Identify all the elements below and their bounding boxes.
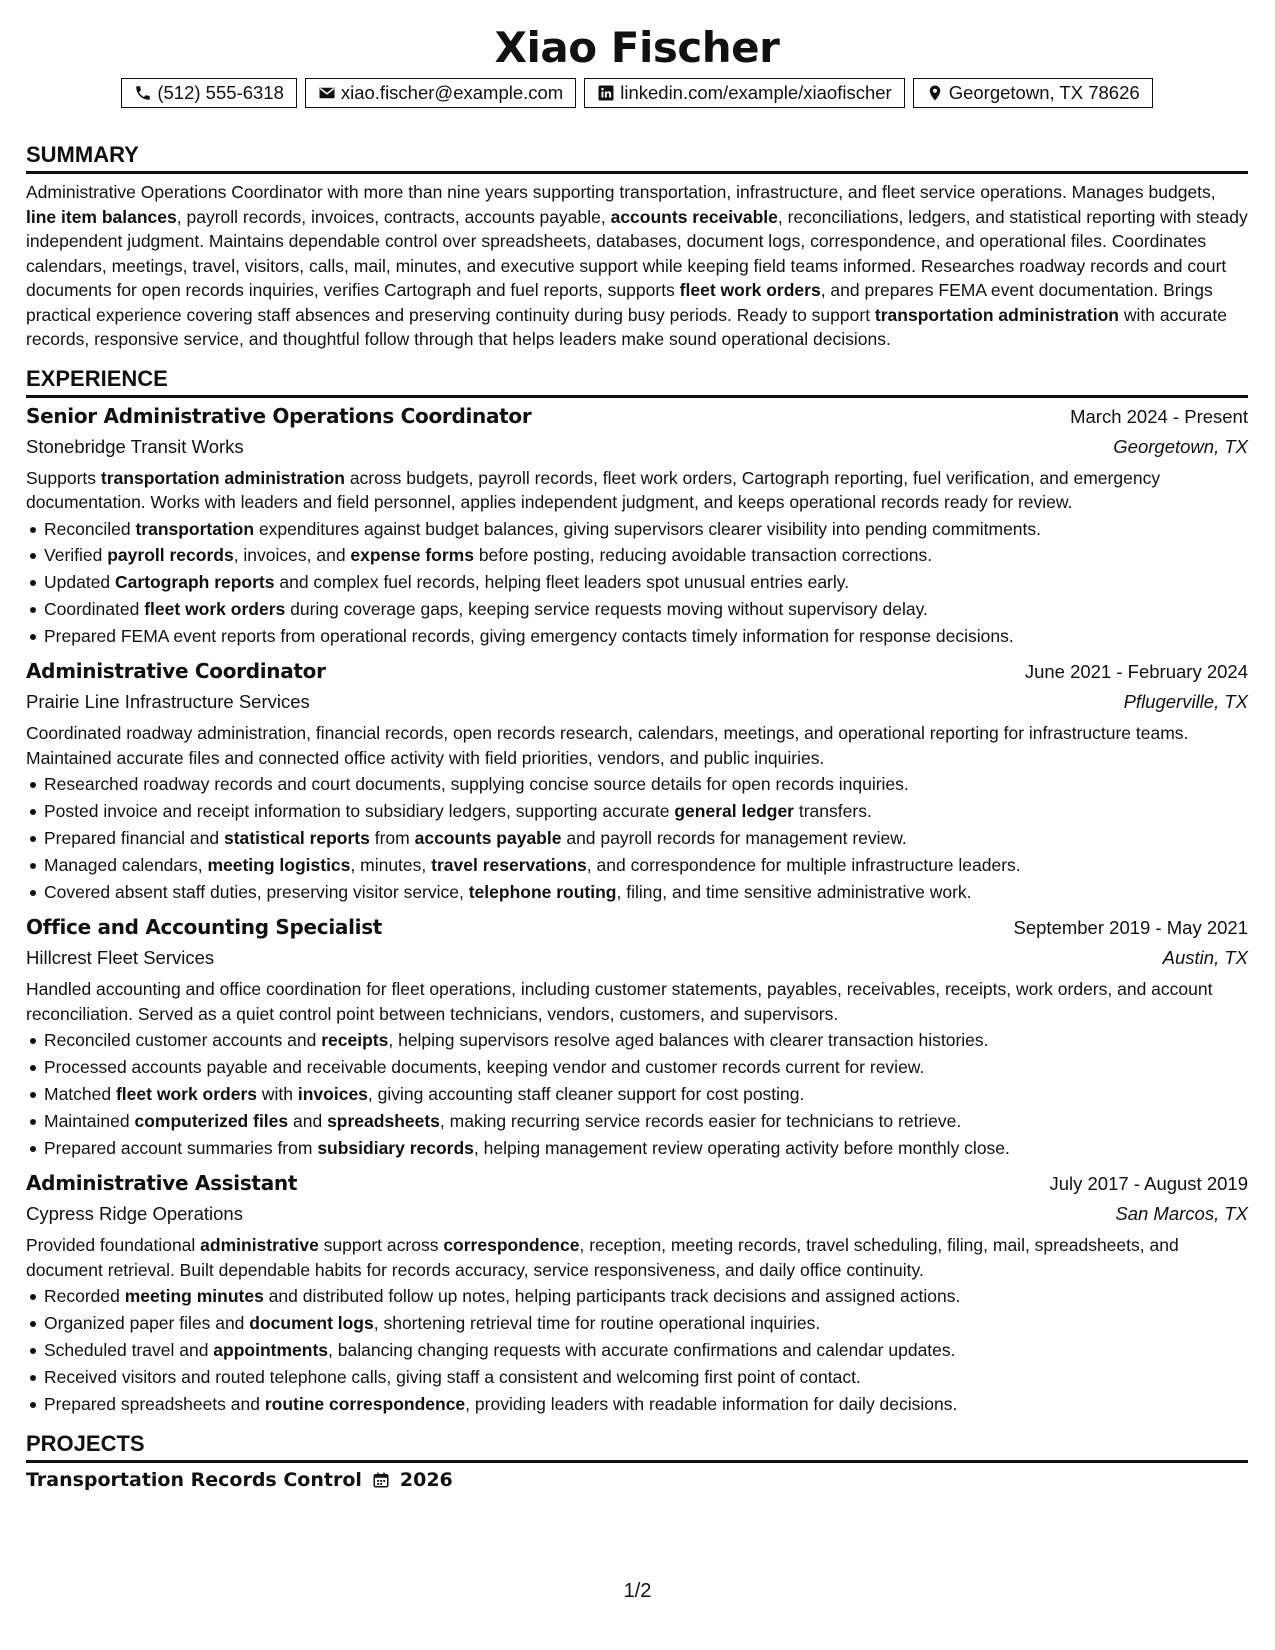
bullet-item: Matched fleet work orders with invoices, giving accounting staff cleaner support for cost posting.	[26, 1081, 1248, 1108]
map-pin-icon	[926, 84, 944, 102]
bullet-item: Covered absent staff duties, preserving visitor service, telephone routing, filing, and time sensitive administrative work.	[26, 879, 1248, 906]
bullet-item: Posted invoice and receipt information to subsidiary ledgers, supporting accurate general ledger transfers.	[26, 798, 1248, 825]
contact-linkedin[interactable]	[584, 78, 904, 108]
bullet-item: Verified payroll records, invoices, and expense forms before posting, reducing avoidable transaction corrections.	[26, 542, 1248, 569]
job-title: Administrative Coordinator	[26, 659, 326, 684]
bullet-item: Researched roadway records and court documents, supplying concise source details for open records inquiries.	[26, 771, 1248, 798]
page-number: 1/2	[623, 1580, 652, 1602]
bullet-item: Prepared financial and statistical reports from accounts payable and payroll records for management review.	[26, 825, 1248, 852]
bullet-item: Recorded meeting minutes and distributed follow up notes, helping participants track decisions and assigned actions.	[26, 1283, 1248, 1310]
experience-heading: EXPERIENCE	[26, 366, 1248, 398]
job-date: June 2021 - February 2024	[1024, 661, 1248, 683]
contact-email[interactable]	[305, 78, 576, 108]
bullet-item: Reconciled transportation expenditures against budget balances, giving supervisors clearer visibility into pending commitments.	[26, 516, 1248, 543]
job-bullets	[26, 771, 1248, 905]
bullet-item: Prepared spreadsheets and routine correspondence, providing leaders with readable information for daily decisions.	[26, 1391, 1248, 1418]
job-bullets	[26, 516, 1248, 650]
bullet-item: Maintained computerized files and spreadsheets, making recurring service records easier for technicians to retrieve.	[26, 1108, 1248, 1135]
job-location: Austin, TX	[1162, 947, 1248, 969]
bullet-item: Processed accounts payable and receivable documents, keeping vendor and customer records current for review.	[26, 1054, 1248, 1081]
bullet-item: Updated Cartograph reports and complex fuel records, helping fleet leaders spot unusual entries early.	[26, 569, 1248, 596]
experience-list	[26, 404, 1248, 1418]
job-description: Supports transportation administration across budgets, payroll records, fleet work orders, Cartograph reporting, fuel verification, and emergency documentation. Works with leaders and field personnel, applies independent judgment, and keeps operational records ready for review.	[26, 467, 1161, 512]
job-entry	[26, 659, 1248, 905]
bullet-item: Prepared FEMA event reports from operational records, giving emergency contacts timely information for response decisions.	[26, 623, 1248, 650]
job-date: March 2024 - Present	[1070, 405, 1248, 427]
job-entry	[26, 1171, 1248, 1417]
job-description: Coordinated roadway administration, financial records, open records research, calendars, meetings, and operational reporting for infrastructure teams. Maintained accurate files and connected office activity with field priorities, vendors, and public inquiries.	[26, 723, 1189, 768]
project-entry	[26, 1469, 1248, 1491]
bullet-item: Coordinated fleet work orders during coverage gaps, keeping service requests moving without supervisory delay.	[26, 596, 1248, 623]
summary-text: Administrative Operations Coordinator with more than nine years supporting transportation, infrastructure, and fleet service operations. Manages budgets, line item balances, payroll records, invoices, contracts, accounts payable, accounts receivable, reconciliations, ledgers, and statistical reporting with steady independent judgment. Maintains dependable control over spreadsheets, databases, document logs, correspondence, and operational files. Coordinates calendars, meetings, travel, visitors, calls, mail, minutes, and executive support while keeping field teams informed. Researches roadway records and court documents for open records inquiries, verifies Cartograph and fuel reports, supports fleet work orders, and prepares FEMA event documentation. Brings practical experience covering staff absences and preserving continuity during busy periods. Ready to support transportation administration with accurate records, responsive service, and thoughtful follow through that helps leaders make sound operational decisions.	[26, 182, 1248, 349]
project-name: Transportation Records Control	[26, 1469, 362, 1492]
bullet-item: Managed calendars, meeting logistics, minutes, travel reservations, and correspondence for multiple infrastructure leaders.	[26, 852, 1248, 879]
project-year: 2026	[399, 1469, 453, 1492]
job-company: Prairie Line Infrastructure Services	[26, 691, 310, 713]
job-description: Provided foundational administrative support across correspondence, reception, meeting records, travel scheduling, filing, mail, spreadsheets, and document retrieval. Built dependable habits for records accuracy, service responsiveness, and daily office continuity.	[26, 1235, 1179, 1280]
summary-heading: SUMMARY	[26, 142, 1248, 174]
job-title: Office and Accounting Specialist	[26, 915, 383, 940]
bullet-item: Received visitors and routed telephone calls, giving staff a consistent and welcoming first point of contact.	[26, 1364, 1248, 1391]
projects-heading: PROJECTS	[26, 1431, 1248, 1463]
job-company: Hillcrest Fleet Services	[26, 947, 215, 969]
job-entry	[26, 404, 1248, 650]
bullet-item: Scheduled travel and appointments, balancing changing requests with accurate confirmations and calendar updates.	[26, 1337, 1248, 1364]
contact-linkedin-text: linkedin.com/example/xiaofischer	[620, 82, 892, 103]
job-date: September 2019 - May 2021	[1013, 917, 1248, 939]
contact-phone[interactable]	[121, 78, 297, 108]
job-entry	[26, 915, 1248, 1161]
phone-icon	[134, 84, 152, 102]
bullet-item: Prepared account summaries from subsidiary records, helping management review operating activity before monthly close.	[26, 1135, 1248, 1162]
contact-location[interactable]	[913, 78, 1153, 108]
calendar-icon	[372, 1471, 390, 1489]
bullet-item: Reconciled customer accounts and receipts, helping supervisors resolve aged balances with clearer transaction histories.	[26, 1027, 1248, 1054]
job-location: Georgetown, TX	[1113, 435, 1248, 457]
job-company: Cypress Ridge Operations	[26, 1203, 243, 1225]
contact-phone-text: (512) 555-6318	[157, 82, 284, 103]
contact-email-text: xiao.fischer@example.com	[340, 82, 564, 103]
envelope-icon	[318, 84, 336, 102]
bullet-item: Organized paper files and document logs, shortening retrieval time for routine operational inquiries.	[26, 1310, 1248, 1337]
job-location: San Marcos, TX	[1115, 1203, 1248, 1225]
candidate-name: Xiao Fischer	[494, 23, 780, 72]
contact-bar	[26, 78, 1248, 108]
job-company: Stonebridge Transit Works	[26, 435, 244, 457]
job-description: Handled accounting and office coordination for fleet operations, including customer statements, payables, receivables, receipts, work orders, and account reconciliation. Served as a quiet control point between technicians, vendors, customers, and supervisors.	[26, 979, 1213, 1024]
job-bullets	[26, 1027, 1248, 1161]
job-date: July 2017 - August 2019	[1049, 1173, 1248, 1195]
resume-page	[26, 0, 1248, 1491]
job-title: Senior Administrative Operations Coordinator	[26, 403, 532, 428]
job-location: Pflugerville, TX	[1123, 691, 1248, 713]
job-bullets	[26, 1283, 1248, 1417]
linkedin-icon	[597, 84, 615, 102]
job-title: Administrative Assistant	[26, 1171, 298, 1196]
contact-location-text: Georgetown, TX 78626	[948, 82, 1140, 103]
